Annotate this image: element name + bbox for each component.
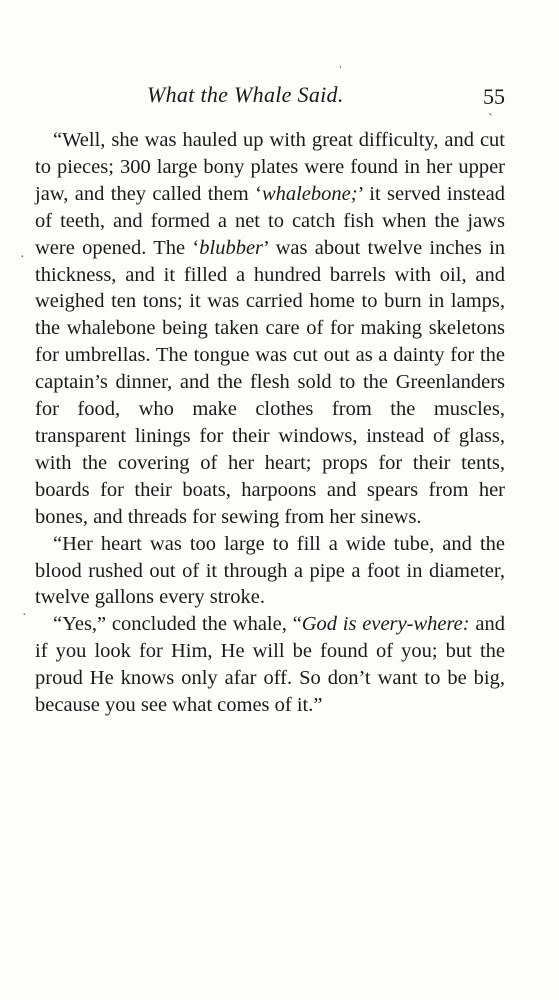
paragraph-2: “Her heart was too large to fill a wide tube, and the blood rushed out of it through a pipe a foot in diameter, twelve gallons every stroke. [35, 532, 505, 609]
page-number: 55 [483, 84, 505, 109]
body-text [35, 127, 505, 719]
print-speck-mark: ˌ [338, 54, 343, 69]
paragraph-1-text-e: ’ was about twelve inches in thickness, and it filled a hundred barrels with oil, and weighed ten tons; it was carried home to burn in lamps, the whalebone being taken care of for making skeletons for umbrellas. The tongue was cut out as a dainty for the captain’s dinner, and the flesh sold to the Greenlanders for food, who make clothes from the muscles, transparent linings for their windows, instead of glass, with the covering of her heart; props for their tents, boards for their boats, harpoons and spears from her bones, and threads for sewing from her sinews. [35, 236, 505, 528]
paragraph-3 [35, 611, 505, 719]
paragraph-1-italic-blubber: blubber [199, 236, 264, 259]
paragraph-3-italic-quote: God is every-where: [301, 613, 470, 636]
paragraph-1-text-c: ’ it served instead of teeth, and formed a net to catch fish when the jaws were opened. The ‘ [35, 182, 505, 259]
paragraph-3-text-a: “Yes,” concluded the whale, “ [53, 613, 302, 636]
print-speck-mark: ˋ [488, 112, 493, 127]
print-speck-mark: · [20, 250, 25, 265]
print-speck-mark: · [22, 608, 27, 623]
running-head [35, 82, 505, 112]
paragraph-3-text-c: and if you look for Him, He will be found of you; but the proud He knows only afar off. So don’t want to be big, because you see what comes of it.” [35, 613, 505, 717]
running-title: What the Whale Said. [147, 82, 344, 107]
paragraph-1 [35, 127, 505, 531]
paragraph-1-italic-whalebone: whalebone; [261, 182, 358, 205]
paragraph-1-text-a: “Well, she was hauled up with great difficulty, and cut to pieces; 300 large bony plates were found in her upper jaw, and they called them ‘ [35, 129, 505, 205]
